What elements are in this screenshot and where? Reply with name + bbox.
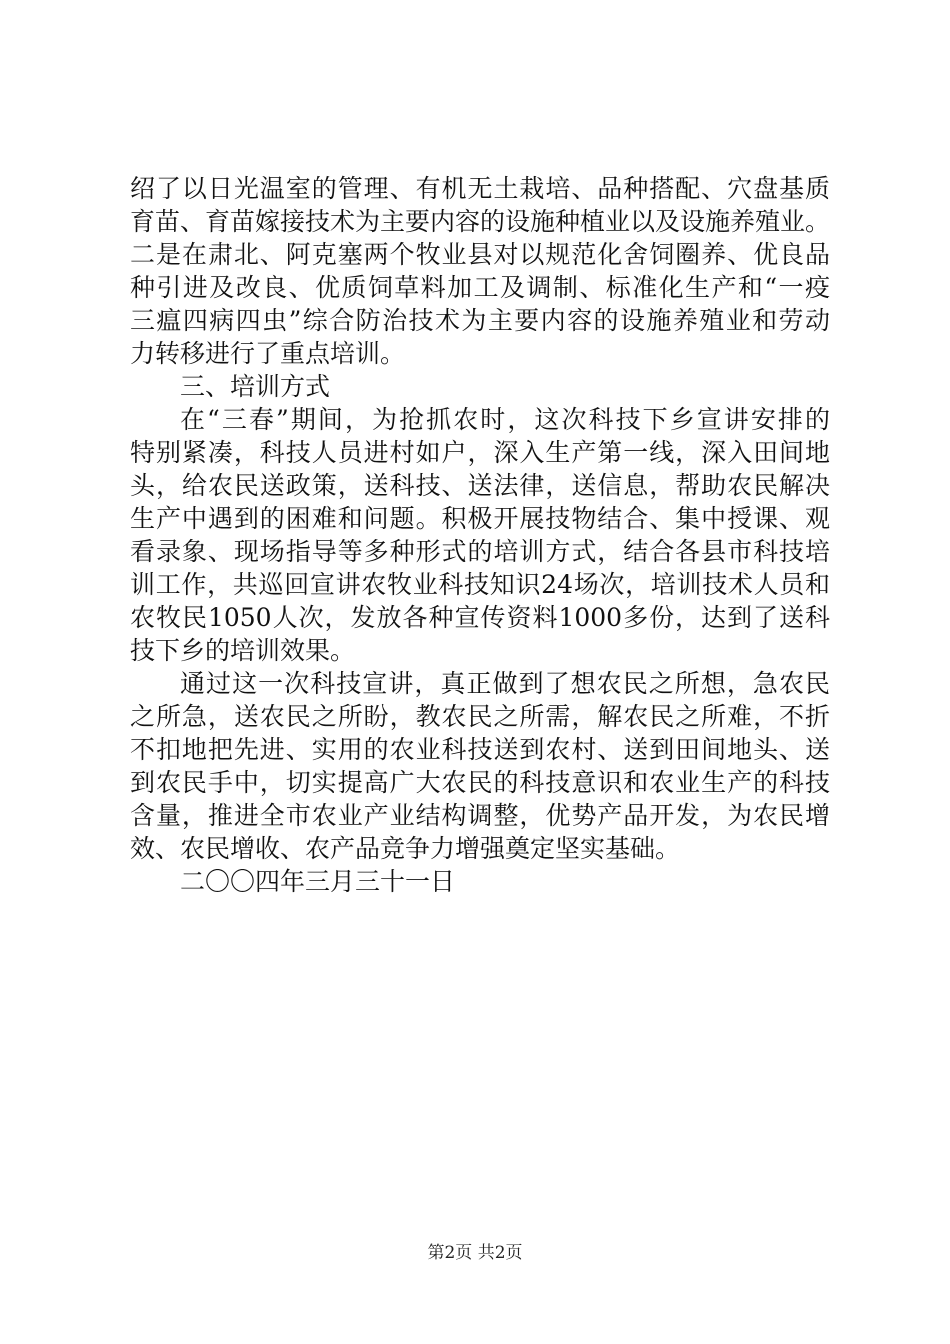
text-line: 含量，推进全市农业产业结构调整，优势产品开发，为农民增: [130, 801, 830, 830]
text-line: 在“三春”期间，为抢抓农时，这次科技下乡宣讲安排的: [180, 405, 830, 434]
text-line: 看录象、现场指导等多种形式的培训方式，结合各县市科技培: [130, 537, 830, 566]
text-line: 特别紧凑，科技人员进村如户，深入生产第一线，深入田间地: [130, 438, 830, 467]
section-heading: 三、培训方式: [180, 372, 331, 401]
text-line: 效、农民增收、农产品竞争力增强奠定坚实基础。: [130, 834, 681, 863]
text-line: 通过这一次科技宣讲，真正做到了想农民之所想，急农民: [180, 669, 830, 698]
text-line: 技下乡的培训效果。: [130, 636, 356, 665]
text-line: 二是在肃北、阿克塞两个牧业县对以规范化舍饲圈养、优良品: [130, 240, 830, 269]
text-line: 种引进及改良、优质饲草料加工及调制、标准化生产和“一疫: [130, 273, 830, 302]
text-line: 生产中遇到的困难和问题。积极开展技物结合、集中授课、观: [130, 504, 830, 533]
text-line: 绍了以日光温室的管理、有机无土栽培、品种搭配、穴盘基质: [130, 174, 830, 203]
text-line: 训工作，共巡回宣讲农牧业科技知识24场次，培训技术人员和: [130, 570, 830, 599]
text-line: 头，给农民送政策，送科技、送法律，送信息，帮助农民解决: [130, 471, 830, 500]
text-line: 育苗、育苗嫁接技术为主要内容的设施种植业以及设施养殖业。: [130, 207, 831, 236]
text-line: 力转移进行了重点培训。: [130, 339, 406, 368]
document-body: [130, 172, 830, 898]
text-line: 农牧民1050人次，发放各种宣传资料1000多份，达到了送科: [130, 603, 830, 632]
text-line: 不扣地把先进、实用的农业科技送到农村、送到田间地头、送: [130, 735, 830, 764]
document-date: 二〇〇四年三月三十一日: [180, 867, 456, 896]
text-line: 之所急，送农民之所盼，教农民之所需，解农民之所难，不折: [130, 702, 830, 731]
page-number-footer: 第2页 共2页: [427, 1243, 523, 1263]
text-line: 到农民手中，切实提高广大农民的科技意识和农业生产的科技: [130, 768, 830, 797]
text-line: 三瘟四病四虫”综合防治技术为主要内容的设施养殖业和劳动: [130, 306, 830, 335]
